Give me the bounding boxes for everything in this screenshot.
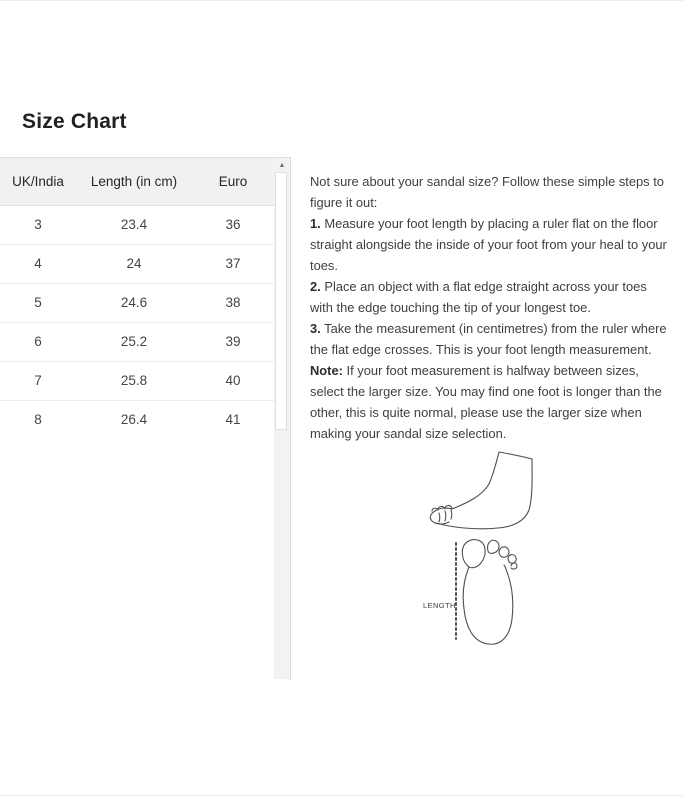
sole-toe-3 xyxy=(499,547,509,557)
instructions-intro: Not sure about your sandal size? Follow these simple steps to figure it out: xyxy=(310,174,664,210)
page-top-divider xyxy=(0,0,683,1)
table-row xyxy=(0,245,274,284)
size-table-panel xyxy=(0,157,291,680)
step-3-label: 3. xyxy=(310,321,321,336)
step-2-text: Place an object with a flat edge straight across your toes with the edge touching the tip of your longest toe. xyxy=(310,279,647,315)
sole-outline xyxy=(463,565,513,644)
scroll-up-arrow-icon[interactable]: ▲ xyxy=(278,161,286,169)
sole-toe-4 xyxy=(508,555,516,564)
cell-uk-india: 7 xyxy=(34,373,42,388)
cell-uk-india: 4 xyxy=(34,256,42,271)
table-row xyxy=(0,362,274,401)
note-text: If your foot measurement is halfway between sizes, select the larger size. You may find one foot is longer than the other, this is quite normal, please use the larger size when making your sandal size selection. xyxy=(310,363,662,441)
instruction-step-3 xyxy=(310,318,672,360)
page-bottom-divider xyxy=(0,795,683,796)
cell-uk-india: 6 xyxy=(34,334,42,349)
cell-length-cm: 25.2 xyxy=(120,334,148,349)
table-body xyxy=(0,206,274,439)
cell-euro: 39 xyxy=(225,334,241,349)
sole-big-toe xyxy=(462,540,485,568)
cell-euro: 37 xyxy=(225,256,241,271)
foot-measurement-diagram xyxy=(399,436,639,671)
cell-length-cm: 23.4 xyxy=(120,217,148,232)
cell-euro: 36 xyxy=(225,217,241,232)
cell-euro: 38 xyxy=(225,295,241,310)
step-1-label: 1. xyxy=(310,216,321,231)
instruction-step-2 xyxy=(310,276,672,318)
instructions-panel xyxy=(291,157,683,680)
sizing-instructions xyxy=(310,171,672,444)
table-row xyxy=(0,206,274,245)
note-label: Note: xyxy=(310,363,343,378)
instruction-step-1 xyxy=(310,213,672,276)
measure-label: LENGTH xyxy=(423,601,456,610)
cell-uk-india: 5 xyxy=(34,295,42,310)
table-row xyxy=(0,284,274,323)
table-scrollbar[interactable] xyxy=(274,158,290,679)
cell-length-cm: 24 xyxy=(126,256,142,271)
side-foot-toe-lines xyxy=(439,510,452,522)
page-title: Size Chart xyxy=(22,110,127,133)
measure-arrow-top-icon xyxy=(453,536,460,543)
step-1-text: Measure your foot length by placing a ruler flat on the floor straight alongside the inside of your foot from your heal to your toes. xyxy=(310,216,667,273)
side-foot-toes xyxy=(430,508,452,524)
step-3-text: Take the measurement (in centimetres) from the ruler where the flat edge crosses. This is your foot length measurement. xyxy=(310,321,667,357)
cell-uk-india: 3 xyxy=(34,217,42,232)
step-2-label: 2. xyxy=(310,279,321,294)
column-header-euro: Euro xyxy=(218,174,248,189)
column-header-uk-india: UK/India xyxy=(12,174,64,189)
table-header-row xyxy=(0,158,274,206)
cell-length-cm: 24.6 xyxy=(120,295,148,310)
side-foot-illustration xyxy=(430,452,532,529)
sole-foot-illustration xyxy=(462,540,517,645)
table-row xyxy=(0,323,274,362)
cell-length-cm: 25.8 xyxy=(120,373,148,388)
cell-euro: 40 xyxy=(225,373,241,388)
sole-toe-2 xyxy=(488,540,499,553)
column-header-length-cm: Length (in cm) xyxy=(90,174,178,189)
cell-euro: 41 xyxy=(225,412,241,427)
instruction-note xyxy=(310,360,672,444)
side-foot-front-outline xyxy=(452,452,499,509)
table-row xyxy=(0,401,274,439)
length-measurement xyxy=(423,536,459,646)
scrollbar-thumb[interactable] xyxy=(275,172,287,430)
size-table xyxy=(0,158,274,439)
sole-toe-5 xyxy=(511,563,517,569)
cell-length-cm: 26.4 xyxy=(120,412,148,427)
cell-uk-india: 8 xyxy=(34,412,42,427)
